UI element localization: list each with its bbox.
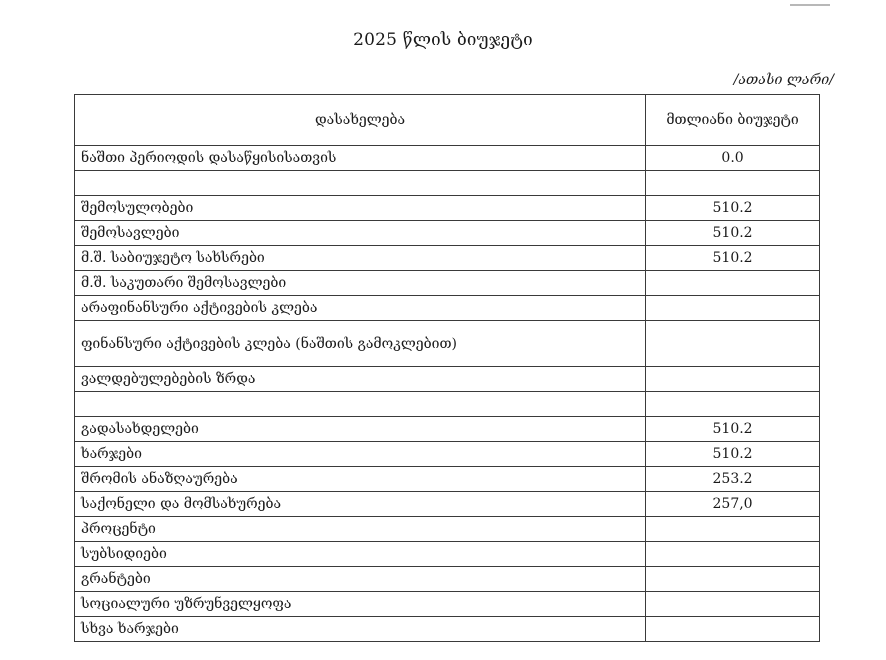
row-label: არაფინანსური აქტივების კლება (75, 296, 646, 321)
row-label: გრანტები (75, 567, 646, 592)
row-value (646, 321, 820, 367)
table-row (75, 442, 820, 467)
table-row (75, 321, 820, 367)
table-row (75, 517, 820, 542)
document-title: 2025 წლის ბიუჯეტი (353, 30, 533, 50)
header-value-column: მთლიანი ბიუჯეტი (646, 95, 820, 146)
table-row (75, 271, 820, 296)
row-label: საქონელი და მომსახურება (75, 492, 646, 517)
table-row (75, 221, 820, 246)
table-row (75, 567, 820, 592)
row-value: 510.2 (646, 221, 820, 246)
table-row (75, 617, 820, 642)
row-value: 257,0 (646, 492, 820, 517)
row-label: გადასახდელები (75, 417, 646, 442)
row-label: მ.შ. საბიუჯეტო სახსრები (75, 246, 646, 271)
row-label: ფინანსური აქტივების კლება (ნაშთის გამოკლებით) (75, 321, 646, 367)
row-label: ხარჯები (75, 442, 646, 467)
table-row (75, 542, 820, 567)
row-label: სუბსიდიები (75, 542, 646, 567)
row-value: 510.2 (646, 442, 820, 467)
row-label: შრომის ანაზღაურება (75, 467, 646, 492)
row-value (646, 592, 820, 617)
row-label: ნაშთი პერიოდის დასაწყისისათვის (75, 146, 646, 171)
row-label: ვალდებულებების ზრდა (75, 367, 646, 392)
row-label: პროცენტი (75, 517, 646, 542)
table-row (75, 146, 820, 171)
table-row (75, 196, 820, 221)
row-label: შემოსავლები (75, 221, 646, 246)
row-value (646, 617, 820, 642)
row-value: 253.2 (646, 467, 820, 492)
table-row (75, 171, 820, 196)
row-value: 510.2 (646, 417, 820, 442)
row-label: სხვა ხარჯები (75, 617, 646, 642)
row-value (646, 392, 820, 417)
row-label: მ.შ. საკუთარი შემოსავლები (75, 271, 646, 296)
header-name-column: დასახელება (75, 95, 646, 146)
budget-table (74, 94, 820, 642)
row-value (646, 567, 820, 592)
row-label (75, 392, 646, 417)
row-value: 510.2 (646, 196, 820, 221)
table-row (75, 296, 820, 321)
row-value (646, 542, 820, 567)
row-value (646, 271, 820, 296)
table-row (75, 246, 820, 271)
table-row (75, 392, 820, 417)
row-value (646, 171, 820, 196)
row-value: 510.2 (646, 246, 820, 271)
table-row (75, 417, 820, 442)
row-label (75, 171, 646, 196)
table-row (75, 467, 820, 492)
table-header-row (75, 95, 820, 146)
table-row (75, 367, 820, 392)
row-label: შემოსულობები (75, 196, 646, 221)
table-row (75, 492, 820, 517)
row-value: 0.0 (646, 146, 820, 171)
page-corner-mark (790, 0, 830, 6)
table-row (75, 592, 820, 617)
row-value (646, 517, 820, 542)
row-value (646, 296, 820, 321)
row-label: სოციალური უზრუნველყოფა (75, 592, 646, 617)
row-value (646, 367, 820, 392)
unit-note: /ათასი ლარი/ (733, 72, 834, 88)
